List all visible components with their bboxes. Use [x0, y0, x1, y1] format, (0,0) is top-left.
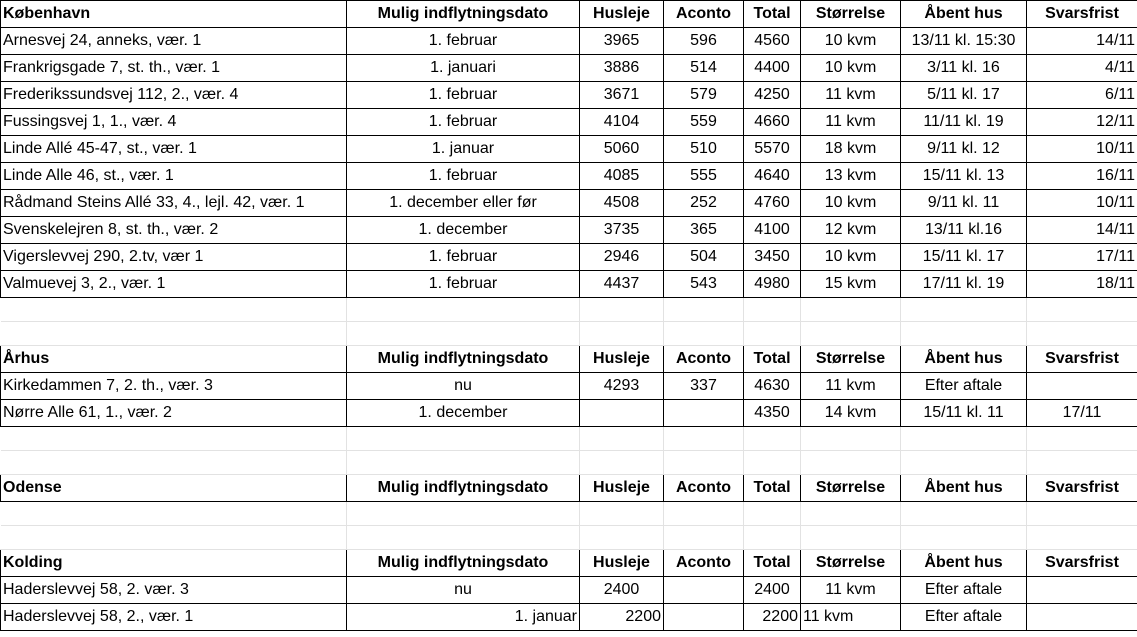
table-row: [1, 109, 1137, 136]
column-header[interactable]: Total: [744, 1, 801, 28]
cell[interactable]: 4250: [744, 82, 801, 109]
empty-cell[interactable]: [664, 427, 744, 451]
cell[interactable]: 1. februar: [347, 244, 580, 271]
cell[interactable]: 11 kvm: [801, 109, 901, 136]
cell[interactable]: [580, 400, 664, 427]
column-header[interactable]: Størrelse: [801, 346, 901, 373]
empty-cell[interactable]: [1, 451, 347, 475]
cell[interactable]: 15 kvm: [801, 271, 901, 298]
column-header[interactable]: Åbent hus: [901, 1, 1027, 28]
empty-cell[interactable]: [801, 526, 901, 550]
cell[interactable]: 13/11 kl. 15:30: [901, 28, 1027, 55]
cell[interactable]: 17/11 kl. 19: [901, 271, 1027, 298]
cell[interactable]: 4100: [744, 217, 801, 244]
cell[interactable]: 9/11 kl. 11: [901, 190, 1027, 217]
cell[interactable]: 4508: [580, 190, 664, 217]
empty-cell[interactable]: [1, 298, 347, 322]
empty-row: [1, 298, 1137, 322]
cell[interactable]: [664, 400, 744, 427]
cell[interactable]: 4630: [744, 373, 801, 400]
cell[interactable]: 504: [664, 244, 744, 271]
cell[interactable]: 337: [664, 373, 744, 400]
column-header[interactable]: Svarsfrist: [1027, 475, 1137, 502]
table-row: [1, 244, 1137, 271]
cell[interactable]: 12/11: [1027, 109, 1137, 136]
empty-cell[interactable]: [1, 526, 347, 550]
column-header[interactable]: Mulig indflytningsdato: [347, 1, 580, 28]
empty-cell[interactable]: [580, 451, 664, 475]
empty-cell[interactable]: [901, 298, 1027, 322]
cell[interactable]: 10 kvm: [801, 244, 901, 271]
cell[interactable]: 18/11: [1027, 271, 1137, 298]
empty-cell[interactable]: [744, 298, 801, 322]
cell[interactable]: 596: [664, 28, 744, 55]
cell[interactable]: 3/11 kl. 16: [901, 55, 1027, 82]
empty-cell[interactable]: [347, 427, 580, 451]
cell[interactable]: 1. februar: [347, 28, 580, 55]
cell[interactable]: 14/11: [1027, 217, 1137, 244]
cell[interactable]: 11 kvm: [801, 577, 901, 604]
empty-cell[interactable]: [744, 502, 801, 526]
cell[interactable]: Nørre Alle 61, 1., vær. 2: [1, 400, 347, 427]
cell[interactable]: 3671: [580, 82, 664, 109]
cell[interactable]: nu: [347, 577, 580, 604]
section-header-row-kobenhavn: [1, 1, 1137, 28]
empty-cell[interactable]: [347, 298, 580, 322]
empty-row: [1, 451, 1137, 475]
empty-cell[interactable]: [1, 427, 347, 451]
empty-row: [1, 502, 1137, 526]
column-header[interactable]: Svarsfrist: [1027, 550, 1137, 577]
cell[interactable]: 4350: [744, 400, 801, 427]
cell[interactable]: 5570: [744, 136, 801, 163]
cell[interactable]: 11/11 kl. 19: [901, 109, 1027, 136]
cell[interactable]: 1. december eller før: [347, 190, 580, 217]
empty-cell[interactable]: [744, 322, 801, 346]
cell[interactable]: 1. februar: [347, 163, 580, 190]
empty-cell[interactable]: [1027, 451, 1137, 475]
cell[interactable]: 4/11: [1027, 55, 1137, 82]
table-row: [1, 604, 1137, 631]
cell[interactable]: 4293: [580, 373, 664, 400]
section-title[interactable]: Århus: [1, 346, 347, 373]
empty-cell[interactable]: [901, 451, 1027, 475]
cell[interactable]: Efter aftale: [901, 373, 1027, 400]
empty-cell[interactable]: [1027, 427, 1137, 451]
empty-cell[interactable]: [801, 322, 901, 346]
cell[interactable]: 15/11 kl. 17: [901, 244, 1027, 271]
column-header[interactable]: Total: [744, 550, 801, 577]
cell[interactable]: 555: [664, 163, 744, 190]
cell[interactable]: Rådmand Steins Allé 33, 4., lejl. 42, vær. 1: [1, 190, 347, 217]
empty-cell[interactable]: [664, 451, 744, 475]
cell[interactable]: 2200: [580, 604, 664, 631]
cell[interactable]: Efter aftale: [901, 604, 1027, 631]
cell[interactable]: 4760: [744, 190, 801, 217]
cell[interactable]: 18 kvm: [801, 136, 901, 163]
cell[interactable]: 4400: [744, 55, 801, 82]
cell[interactable]: Valmuevej 3, 2., vær. 1: [1, 271, 347, 298]
cell[interactable]: 1. december: [347, 217, 580, 244]
cell[interactable]: Linde Alle 46, st., vær. 1: [1, 163, 347, 190]
section-title[interactable]: København: [1, 1, 347, 28]
empty-cell[interactable]: [744, 427, 801, 451]
column-header[interactable]: Husleje: [580, 475, 664, 502]
column-header[interactable]: Husleje: [580, 346, 664, 373]
cell[interactable]: 6/11: [1027, 82, 1137, 109]
cell[interactable]: 1. februar: [347, 82, 580, 109]
cell[interactable]: 1. februar: [347, 109, 580, 136]
empty-cell[interactable]: [664, 526, 744, 550]
cell[interactable]: 1. januar: [347, 604, 580, 631]
column-header[interactable]: Aconto: [664, 475, 744, 502]
empty-cell[interactable]: [801, 502, 901, 526]
cell[interactable]: 10/11: [1027, 190, 1137, 217]
cell[interactable]: 5060: [580, 136, 664, 163]
table-row: [1, 190, 1137, 217]
empty-row: [1, 526, 1137, 550]
cell[interactable]: 2946: [580, 244, 664, 271]
column-header[interactable]: Aconto: [664, 346, 744, 373]
empty-cell[interactable]: [801, 451, 901, 475]
cell[interactable]: 365: [664, 217, 744, 244]
empty-cell[interactable]: [580, 427, 664, 451]
empty-cell[interactable]: [801, 298, 901, 322]
cell[interactable]: nu: [347, 373, 580, 400]
empty-cell[interactable]: [347, 526, 580, 550]
cell[interactable]: Fussingsvej 1, 1., vær. 4: [1, 109, 347, 136]
empty-cell[interactable]: [347, 451, 580, 475]
cell[interactable]: 4980: [744, 271, 801, 298]
cell[interactable]: 11 kvm: [801, 373, 901, 400]
empty-cell[interactable]: [580, 502, 664, 526]
cell[interactable]: 10 kvm: [801, 190, 901, 217]
table-row: [1, 136, 1137, 163]
empty-cell[interactable]: [580, 526, 664, 550]
table-row: [1, 28, 1137, 55]
cell[interactable]: 4437: [580, 271, 664, 298]
cell[interactable]: 3886: [580, 55, 664, 82]
empty-cell[interactable]: [901, 322, 1027, 346]
empty-cell[interactable]: [664, 502, 744, 526]
empty-row: [1, 427, 1137, 451]
column-header[interactable]: Aconto: [664, 1, 744, 28]
cell[interactable]: 9/11 kl. 12: [901, 136, 1027, 163]
table-row: [1, 217, 1137, 244]
empty-cell[interactable]: [347, 322, 580, 346]
column-header[interactable]: Husleje: [580, 550, 664, 577]
table-row: [1, 400, 1137, 427]
cell[interactable]: 1. februar: [347, 271, 580, 298]
cell[interactable]: 514: [664, 55, 744, 82]
cell[interactable]: [1027, 373, 1137, 400]
section-title[interactable]: Kolding: [1, 550, 347, 577]
cell[interactable]: 510: [664, 136, 744, 163]
empty-cell[interactable]: [901, 427, 1027, 451]
cell[interactable]: Haderslevvej 58, 2., vær. 1: [1, 604, 347, 631]
column-header[interactable]: Åbent hus: [901, 475, 1027, 502]
cell[interactable]: Haderslevvej 58, 2. vær. 3: [1, 577, 347, 604]
table-row: [1, 373, 1137, 400]
cell[interactable]: [664, 577, 744, 604]
empty-cell[interactable]: [1027, 526, 1137, 550]
section-header-row-aarhus: [1, 346, 1137, 373]
empty-cell[interactable]: [580, 298, 664, 322]
cell[interactable]: [664, 604, 744, 631]
empty-cell[interactable]: [1, 502, 347, 526]
cell[interactable]: 13/11 kl.16: [901, 217, 1027, 244]
empty-cell[interactable]: [1027, 298, 1137, 322]
cell[interactable]: 17/11: [1027, 244, 1137, 271]
cell[interactable]: 3450: [744, 244, 801, 271]
cell[interactable]: 579: [664, 82, 744, 109]
column-header[interactable]: Åbent hus: [901, 550, 1027, 577]
column-header[interactable]: Mulig indflytningsdato: [347, 475, 580, 502]
cell[interactable]: 1. januari: [347, 55, 580, 82]
section-title[interactable]: Odense: [1, 475, 347, 502]
column-header[interactable]: Størrelse: [801, 475, 901, 502]
empty-cell[interactable]: [347, 502, 580, 526]
cell[interactable]: 3735: [580, 217, 664, 244]
section-header-row-kolding: [1, 550, 1137, 577]
cell[interactable]: 14/11: [1027, 28, 1137, 55]
cell[interactable]: 11 kvm: [801, 82, 901, 109]
column-header[interactable]: Størrelse: [801, 550, 901, 577]
column-header[interactable]: Åbent hus: [901, 346, 1027, 373]
empty-cell[interactable]: [744, 526, 801, 550]
empty-cell[interactable]: [1, 322, 347, 346]
cell[interactable]: 5/11 kl. 17: [901, 82, 1027, 109]
empty-cell[interactable]: [901, 502, 1027, 526]
column-header[interactable]: Mulig indflytningsdato: [347, 550, 580, 577]
cell[interactable]: Frankrigsgade 7, st. th., vær. 1: [1, 55, 347, 82]
cell[interactable]: 10/11: [1027, 136, 1137, 163]
cell[interactable]: 10 kvm: [801, 55, 901, 82]
empty-cell[interactable]: [801, 427, 901, 451]
column-header[interactable]: Svarsfrist: [1027, 1, 1137, 28]
cell[interactable]: 559: [664, 109, 744, 136]
column-header[interactable]: Størrelse: [801, 1, 901, 28]
cell[interactable]: [1027, 577, 1137, 604]
cell[interactable]: Svenskelejren 8, st. th., vær. 2: [1, 217, 347, 244]
cell[interactable]: 4085: [580, 163, 664, 190]
empty-cell[interactable]: [664, 298, 744, 322]
cell[interactable]: 17/11: [1027, 400, 1137, 427]
cell[interactable]: 12 kvm: [801, 217, 901, 244]
cell[interactable]: Linde Allé 45-47, st., vær. 1: [1, 136, 347, 163]
table-row: [1, 577, 1137, 604]
cell[interactable]: Kirkedammen 7, 2. th., vær. 3: [1, 373, 347, 400]
table-row: [1, 82, 1137, 109]
cell[interactable]: 15/11 kl. 13: [901, 163, 1027, 190]
cell[interactable]: 3965: [580, 28, 664, 55]
empty-cell[interactable]: [901, 526, 1027, 550]
cell[interactable]: 2400: [580, 577, 664, 604]
column-header[interactable]: Mulig indflytningsdato: [347, 346, 580, 373]
empty-cell[interactable]: [580, 322, 664, 346]
cell[interactable]: Arnesvej 24, anneks, vær. 1: [1, 28, 347, 55]
column-header[interactable]: Total: [744, 475, 801, 502]
cell[interactable]: Vigerslevvej 290, 2.tv, vær 1: [1, 244, 347, 271]
cell[interactable]: 10 kvm: [801, 28, 901, 55]
column-header[interactable]: Aconto: [664, 550, 744, 577]
table-row: [1, 55, 1137, 82]
column-header[interactable]: Husleje: [580, 1, 664, 28]
cell[interactable]: Frederikssundsvej 112, 2., vær. 4: [1, 82, 347, 109]
cell[interactable]: 1. januar: [347, 136, 580, 163]
cell[interactable]: 1. december: [347, 400, 580, 427]
section-header-row-odense: [1, 475, 1137, 502]
cell[interactable]: 2200: [744, 604, 801, 631]
cell[interactable]: 252: [664, 190, 744, 217]
column-header[interactable]: Total: [744, 346, 801, 373]
cell[interactable]: Efter aftale: [901, 577, 1027, 604]
cell[interactable]: 4104: [580, 109, 664, 136]
empty-row: [1, 322, 1137, 346]
cell[interactable]: 14 kvm: [801, 400, 901, 427]
empty-cell[interactable]: [664, 322, 744, 346]
cell[interactable]: 4660: [744, 109, 801, 136]
table-row: [1, 163, 1137, 190]
empty-cell[interactable]: [1027, 322, 1137, 346]
cell[interactable]: 11 kvm: [801, 604, 901, 631]
cell[interactable]: 4560: [744, 28, 801, 55]
cell[interactable]: 16/11: [1027, 163, 1137, 190]
empty-cell[interactable]: [744, 451, 801, 475]
cell[interactable]: 13 kvm: [801, 163, 901, 190]
empty-cell[interactable]: [1027, 502, 1137, 526]
cell[interactable]: 15/11 kl. 11: [901, 400, 1027, 427]
cell[interactable]: 2400: [744, 577, 801, 604]
cell[interactable]: 4640: [744, 163, 801, 190]
table-row: [1, 271, 1137, 298]
cell[interactable]: [1027, 604, 1137, 631]
column-header[interactable]: Svarsfrist: [1027, 346, 1137, 373]
cell[interactable]: 543: [664, 271, 744, 298]
